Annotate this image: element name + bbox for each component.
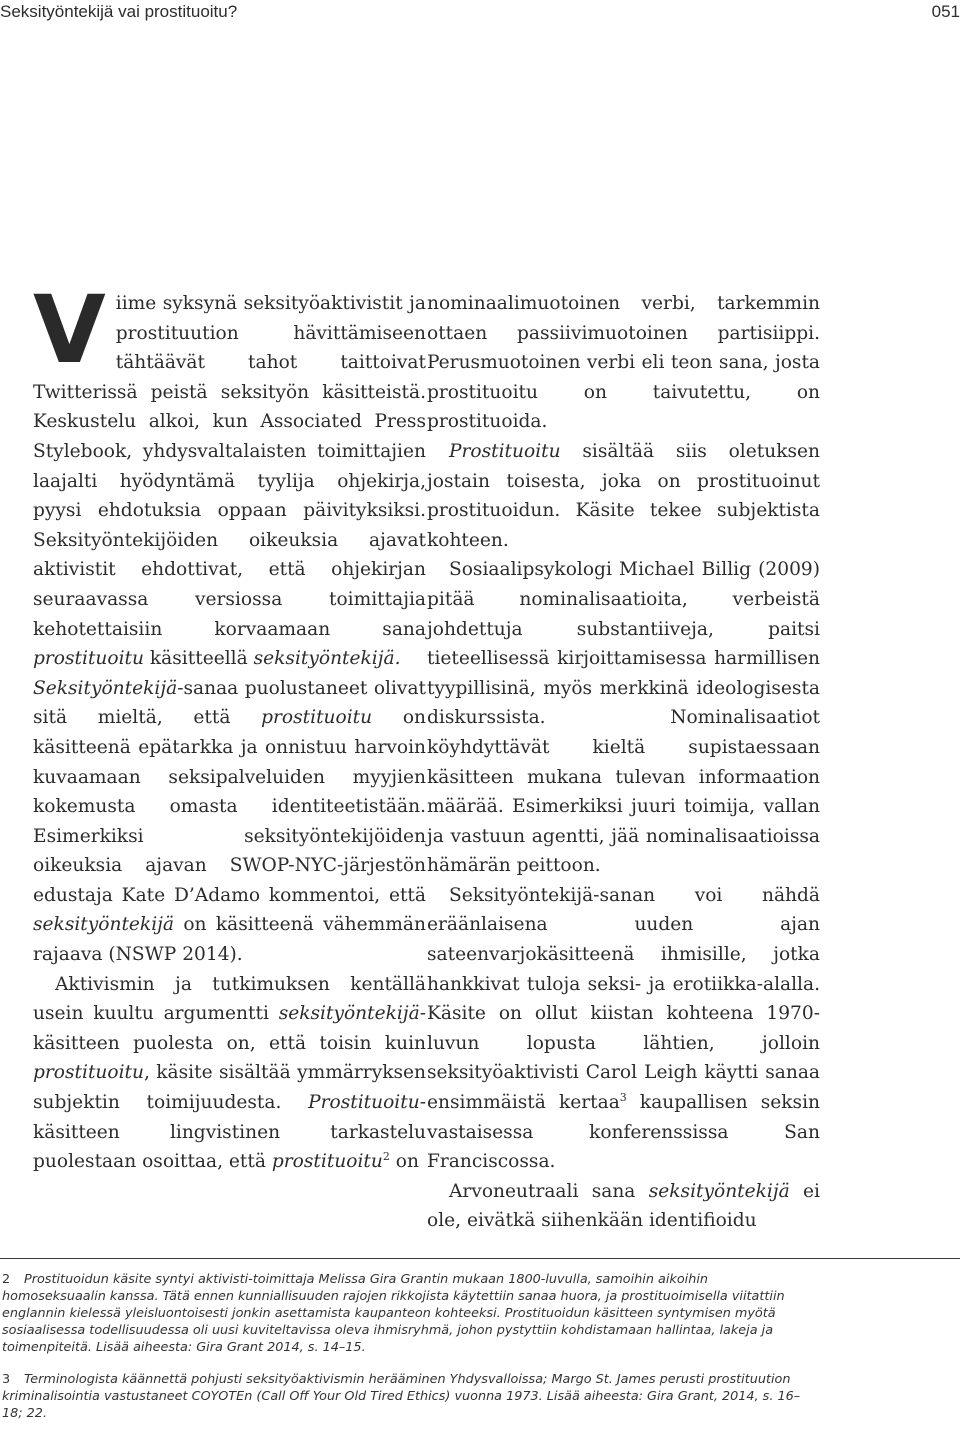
paragraph-text: Aktivismin ja tutkimuksen kentällä usein kuultu argumentti: [33, 973, 426, 1025]
paragraph-text: -käsitteen puolesta on, että toisin kuin: [33, 1003, 426, 1054]
paragraph-intro: [33, 276, 426, 674]
paragraph-text: , käsite sisältää ymmärryksen subjektin toimijuudesta.: [33, 1062, 426, 1114]
intro-text-2: käsitteellä: [149, 648, 248, 670]
paragraph-2: [33, 674, 426, 970]
term-seksityontekija: seksityöntekijä: [648, 1180, 790, 1202]
paragraph-text: Arvoneutraali sana: [449, 1180, 636, 1202]
page-header: [0, 2, 960, 32]
paragraph-text: -käsitteen lingvistinen tarkastelu puolestaan osoittaa, että: [33, 1092, 426, 1173]
footnote-text: Prostituoidun käsite syntyi aktivisti-toimittaja Melissa Gira Grantin mukaan 1800-luvulla, samoihin aikoihin homoseksuaalin kanssa. Tätä ennen kunniallisuuden rajojen rikkojista käytettiin sanaa huora, ja prostituoimisella viitattiin englannin kielessä yleisluontoisesti jonkin asettamista kaupanteon kohteeksi. Prostituoidun käsitteen syntymisen myötä sosiaalisessa todellisuudessa oli uusi kuviteltavissa oleva ihmisryhmä, johon pystyttiin kohdistamaan hallintaa, lakeja ja toimenpiteitä. Lisää aiheesta: Gira Grant 2014, s. 14–15.: [2, 1272, 785, 1355]
paragraph-text: on: [395, 1151, 419, 1173]
paragraph-text: -sanaa puolustaneet olivat sitä mieltä, että: [33, 677, 426, 729]
paragraph-neutral: [427, 1177, 820, 1236]
term-prostituoitu: Prostituoitu: [308, 1092, 420, 1114]
footnote-ref-3[interactable]: 3: [619, 1090, 627, 1104]
term-prostituoitu: prostituoitu: [33, 1062, 144, 1084]
footnote-2: [0, 1271, 960, 1356]
footnote-text: Terminologista käännettä pohjusti seksityöaktivismin herääminen Yhdysvalloissa; Margo St. James perusti prostituution kriminalisointia vastustaneet COYOTEn (Call Off Your Old Tired Ethics) vuonna 1973. Lisää aiheesta: Gira Grant, 2014, s. 16–18; 22.: [2, 1372, 801, 1421]
footnote-3: [0, 1371, 960, 1422]
paragraph-umbrella: [427, 881, 820, 1177]
term-seksityontekija: seksityöntekijä: [278, 1003, 420, 1025]
term-prostituoitu: prostituoitu: [33, 648, 144, 670]
paragraph-prostituoitu: [427, 437, 820, 555]
term-seksityontekija: seksityöntekijä: [33, 914, 174, 936]
footnote-ref-2[interactable]: 2: [382, 1150, 390, 1164]
footnote-number: 3: [2, 1372, 11, 1387]
running-title: Seksityöntekijä vai prostituoitu?: [0, 2, 238, 21]
paragraph-text: on käsitteenä epätarkka ja onnistuu harvoin kuvaamaan seksipalveluiden myyjien kokemusta omasta identiteetistään. Esimerkiksi seksityöntekijöiden oikeuksia ajavan SWOP-NYC-järjestön edustaja Kate D’Adamo kommentoi, että: [33, 707, 426, 906]
footnote-divider: [0, 1258, 960, 1259]
paragraph-text: ei ole, eivätkä siihenkään identifioidu: [427, 1180, 820, 1232]
term-seksityontekija: Seksityöntekijä: [33, 677, 178, 699]
paragraph-continued: nominaalimuotoinen verbi, tarkemmin ottaen passiivimuotoinen partisiippi. Perusmuotoinen verbi eli teon sana, josta prostituoitu on taivutettu, on prostituoida.: [427, 293, 820, 433]
intro-text: iime syksynä seksityöaktivistit ja prostituution hävittämiseen tähtäävät tahot taittoivat Twitterissä peistä seksityön käsitteistä. Keskustelu alkoi, kun Associated Press Stylebook, yhdysvaltalaisten toimittajien laajalti hyödyntämä tyylija ohjekirja, pyysi ehdotuksia oppaan päivityksiksi. Seksityöntekijöiden oikeuksia ajavat aktivistit ehdottivat, että ohjekirjan seuraavassa versiossa toimittajia kehotettaisiin korvaamaan sana: [33, 293, 426, 640]
page-number: 051: [931, 2, 960, 21]
paragraph-billig: Sosiaalipsykologi Michael Billig (2009) pitää nominalisaatioita, verbeistä johdettuja substantiiveja, paitsi tieteellisessä kirjoittamisessa harmillisen tyypillisinä, myös merkkinä ideologisesta diskurssista. Nominalisaatiot köyhdyttävät kieltä supistaessaan käsitteen mukana tulevan informaation määrää. Esimerkiksi juuri toimija, vallan ja vastuun agentti, jää nominalisaatioissa hämärän peittoon.: [427, 559, 820, 877]
right-column: [427, 289, 820, 1236]
paragraph-text: on käsitteenä vähemmän rajaava (NSWP 2014).: [33, 914, 426, 966]
term-prostituoitu: prostituoitu: [261, 707, 373, 729]
drop-cap: V: [33, 276, 106, 385]
paragraph-text: sisältää siis oletuksen jostain toisesta, joka on prostituoinut prostituoidun. Käsite tekee subjektista kohteen.: [427, 440, 820, 551]
footnote-number: 2: [2, 1272, 11, 1287]
paragraph-text: Seksityöntekijä-sanan voi nähdä eräänlaisena uuden ajan sateenvarjokäsitteenä ihmisille, jotka hankkivat tuloja seksi- ja erotiikka-alalla. Käsite on ollut kiistan kohteena 1970-luvun lopusta lähtien, jolloin seksityöaktivisti Carol Leigh käytti sanaa ensimmäistä kertaa: [427, 884, 820, 1114]
footnotes: [0, 1271, 960, 1437]
left-column: [33, 276, 426, 1177]
paragraph-text: kaupallisen seksin vastaisessa konferenssissa San Franciscossa.: [427, 1092, 820, 1173]
term-prostituoitu: Prostituoitu: [449, 440, 561, 462]
term-prostituoitu: prostituoitu: [271, 1151, 383, 1173]
term-seksityontekija: seksityöntekijä.: [253, 648, 401, 670]
paragraph-3: [33, 970, 426, 1177]
